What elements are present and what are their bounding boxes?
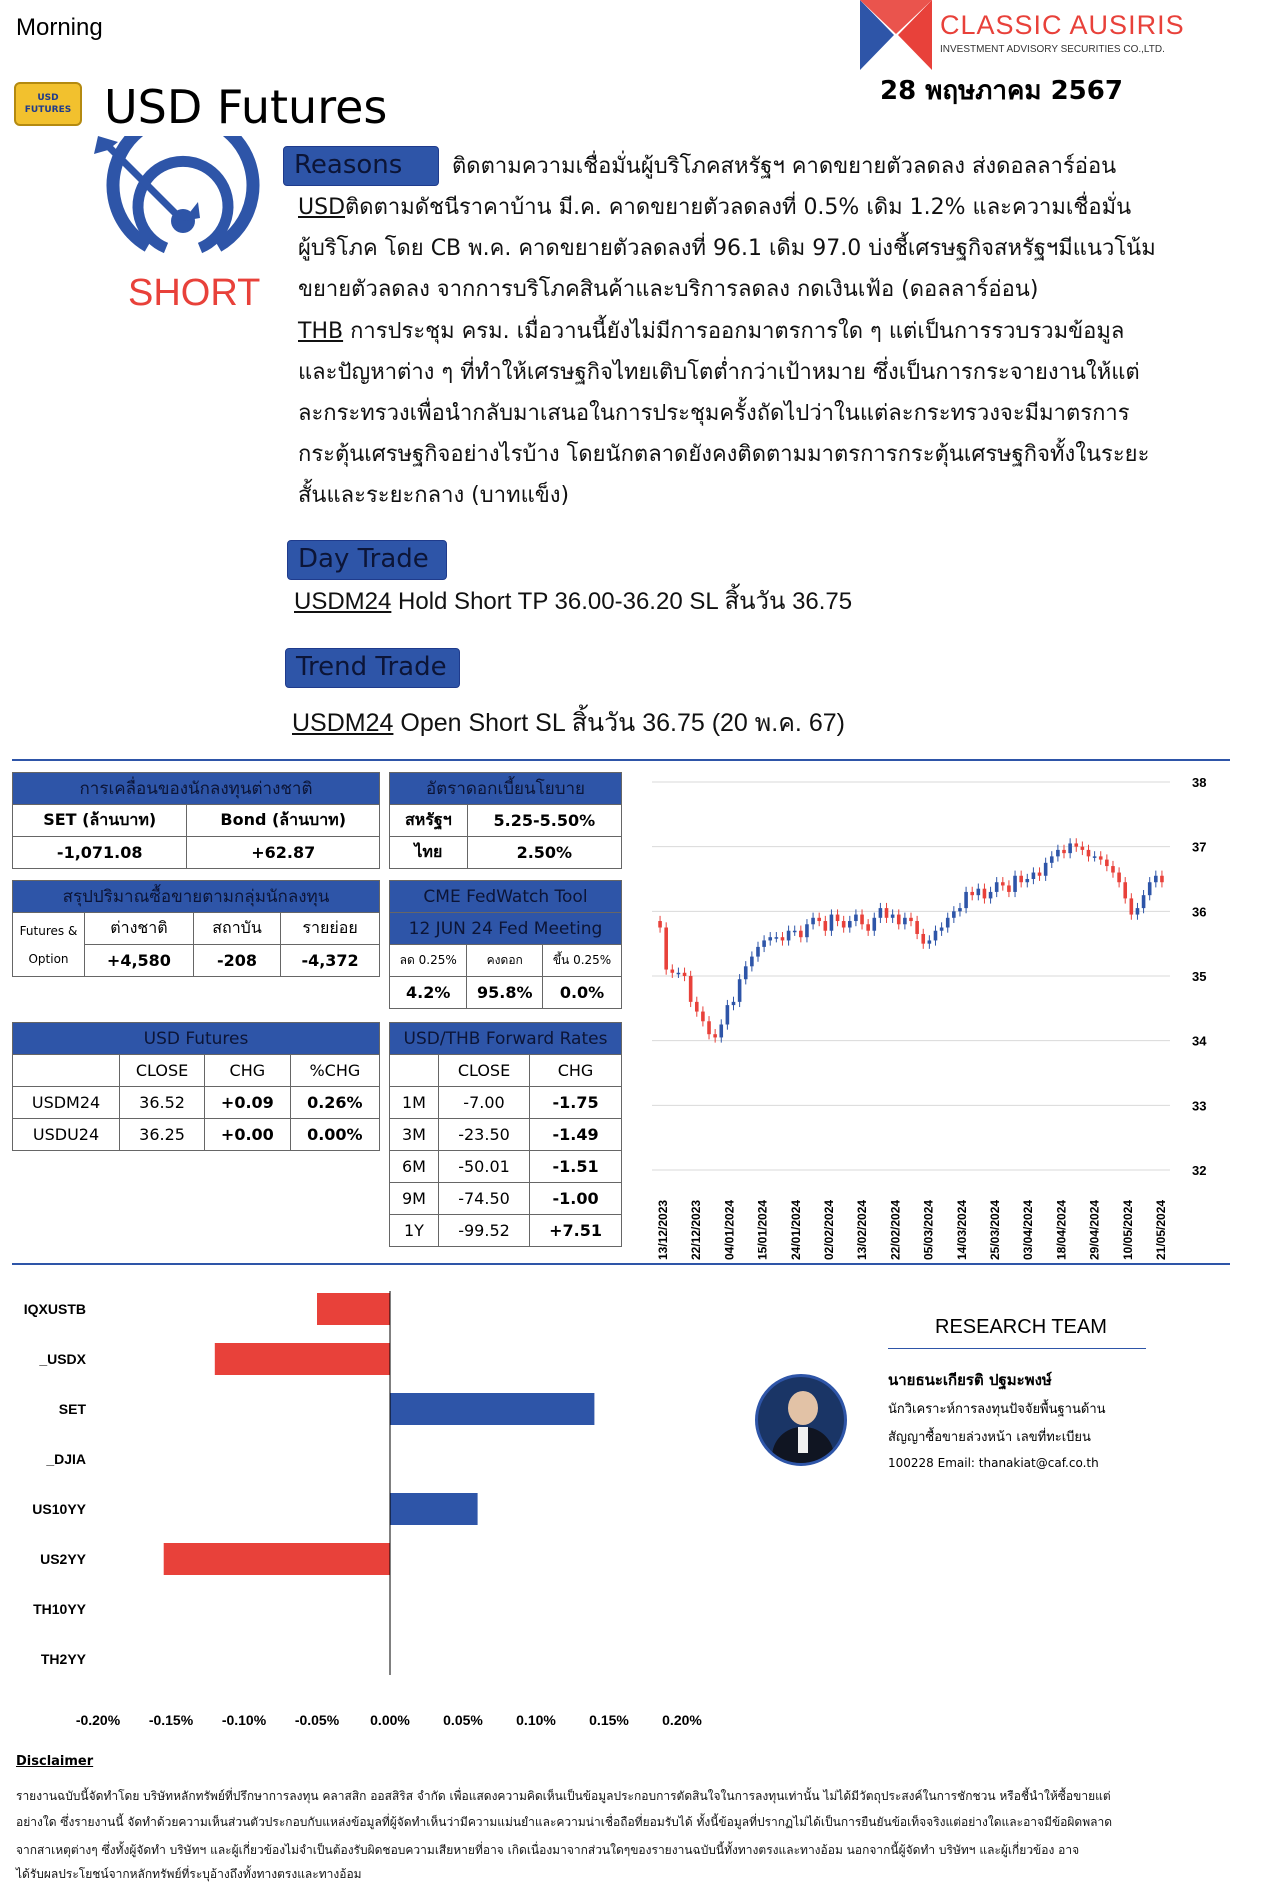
candle-body: [872, 918, 876, 931]
x-tick-label: -0.20%: [75, 1712, 121, 1728]
fr-r4-close: -99.52: [438, 1215, 529, 1247]
day-trade-tag: Day Trade: [287, 540, 447, 580]
x-tick-label: 03/04/2024: [1021, 1199, 1036, 1260]
disclaimer-line-4: ได้รับผลประโยชน์จากหลักทรัพย์ที่ระบุอ้างถึงทั้งทางตรงและทางอ้อม: [16, 1867, 362, 1881]
candle-body: [768, 937, 772, 940]
fr-r1-tenor: 3M: [390, 1119, 439, 1151]
row-label-1: Futures &: [19, 923, 78, 938]
candle-body: [658, 921, 662, 927]
x-tick-label: 29/04/2024: [1087, 1199, 1102, 1260]
y-tick-label: 34: [1192, 1033, 1207, 1049]
candle-body: [695, 1002, 699, 1012]
candle-body: [781, 937, 785, 940]
fedwatch-h2: คงดอก: [467, 945, 543, 977]
section-divider-bottom: [12, 1263, 1230, 1265]
candle-body: [940, 928, 944, 931]
foreign-flow-table: [12, 772, 380, 869]
x-tick-label: 13/02/2024: [855, 1199, 870, 1260]
candle-body: [958, 908, 962, 911]
usd-futures-candlestick-chart: [640, 770, 1230, 1260]
policy-rate-title: อัตราดอกเบี้ยนโยบาย: [390, 773, 622, 805]
uf-r1-sym: USDU24: [13, 1119, 120, 1151]
uf-h1: CLOSE: [120, 1055, 205, 1087]
candle-body: [799, 931, 803, 937]
investor-group-title: สรุปปริมาณซื้อขายตามกลุ่มนักลงทุน: [13, 881, 380, 913]
candle-body: [1013, 876, 1017, 892]
fr-r0-close: -7.00: [438, 1087, 529, 1119]
candle-body: [1148, 882, 1152, 895]
y-tick-label: 35: [1192, 969, 1207, 984]
x-tick-label: 22/12/2023: [689, 1199, 704, 1260]
candle-body: [848, 921, 852, 927]
candle-body: [756, 947, 760, 957]
fedwatch-h3: ขึ้น 0.25%: [543, 945, 622, 977]
target-icon: [88, 136, 278, 286]
y-tick-label: 38: [1192, 775, 1207, 790]
candle-body: [1050, 856, 1054, 862]
x-tick-label: 0.20%: [662, 1712, 702, 1728]
day-trade-text: Hold Short TP 36.00-36.20 SL สิ้นวัน 36.75: [391, 588, 853, 615]
candle-body: [1117, 873, 1121, 883]
trend-trade-tag: Trend Trade: [285, 648, 460, 688]
x-tick-label: -0.15%: [148, 1712, 194, 1728]
foreign-flow-title: การเคลื่อนของนักลงทุนต่างชาติ: [13, 773, 380, 805]
x-tick-label: 0.10%: [516, 1712, 556, 1728]
candle-body: [1038, 873, 1042, 876]
x-tick-label: 0.05%: [443, 1712, 483, 1728]
candle-body: [1099, 856, 1103, 859]
candle-body: [934, 931, 938, 941]
y-tick-label: 36: [1192, 904, 1207, 920]
change-bar: [390, 1493, 478, 1525]
market-change-bar-chart: [10, 1285, 730, 1745]
x-tick-label: 14/03/2024: [954, 1199, 969, 1260]
candle-body: [854, 915, 858, 921]
foreign-flow-v1: -1,071.08: [13, 837, 187, 869]
fr-h0: [390, 1055, 439, 1087]
fedwatch-meeting: 12 JUN 24 Fed Meeting: [390, 913, 622, 945]
candle-body: [915, 921, 919, 934]
x-tick-label: 15/01/2024: [755, 1199, 770, 1260]
uf-r0-sym: USDM24: [13, 1087, 120, 1119]
session-label: Morning: [16, 14, 103, 41]
y-tick-label: 37: [1192, 839, 1207, 855]
category-label: TH2YY: [40, 1651, 86, 1667]
candle-body: [689, 976, 693, 1002]
candle-body: [1001, 882, 1005, 885]
category-label: IQXUSTB: [23, 1301, 86, 1317]
fedwatch-v3: 0.0%: [543, 977, 622, 1009]
candle-body: [1111, 866, 1115, 872]
policy-rate-us-value: 5.25-5.50%: [467, 805, 621, 837]
uf-h2: CHG: [205, 1055, 291, 1087]
candle-body: [1068, 843, 1072, 853]
candle-body: [995, 882, 999, 892]
fr-r4-tenor: 1Y: [390, 1215, 439, 1247]
uf-h3: %CHG: [290, 1055, 379, 1087]
candle-body: [842, 921, 846, 927]
fr-r1-chg: -1.49: [530, 1119, 622, 1151]
candle-body: [817, 918, 821, 921]
x-tick-label: 22/02/2024: [888, 1199, 903, 1260]
usd-tag: USD: [298, 195, 346, 220]
candle-body: [713, 1034, 717, 1037]
fedwatch-v1: 4.2%: [390, 977, 467, 1009]
foreign-flow-col2: Bond (ล้านบาท): [187, 805, 380, 837]
candle-body: [707, 1021, 711, 1034]
analyst-role-1: นักวิเคราะห์การลงทุนปัจจัยพื้นฐานด้าน: [888, 1402, 1106, 1417]
reasons-usd-line-1: [298, 187, 1131, 228]
candle-body: [1093, 856, 1097, 858]
uf-r1-chg: +0.00: [205, 1119, 291, 1151]
usd-futures-badge: [14, 82, 82, 126]
signal-label: SHORT: [128, 272, 261, 314]
candle-body: [1123, 882, 1127, 898]
x-tick-label: 04/01/2024: [722, 1199, 737, 1260]
candle-body: [1044, 863, 1048, 876]
candle-body: [787, 931, 791, 941]
candle-body: [1032, 873, 1036, 879]
candle-body: [1062, 850, 1066, 853]
candle-body: [1105, 860, 1109, 866]
candle-body: [860, 915, 864, 925]
research-title: RESEARCH TEAM: [935, 1316, 1107, 1338]
y-tick-label: 33: [1192, 1098, 1207, 1114]
candle-body: [952, 911, 956, 917]
candle-body: [909, 918, 913, 921]
trend-trade-text: Open Short SL สิ้นวัน 36.75 (20 พ.ค. 67): [393, 709, 845, 737]
candle-body: [891, 915, 895, 918]
trend-trade-line: [292, 703, 845, 744]
page-title: USD Futures: [104, 80, 388, 134]
foreign-flow-v2: +62.87: [187, 837, 380, 869]
y-tick-label: 32: [1192, 1163, 1207, 1178]
candle-body: [977, 889, 981, 895]
policy-rate-us-name: สหรัฐฯ: [390, 805, 468, 837]
fr-h2: CHG: [530, 1055, 622, 1087]
fr-r2-tenor: 6M: [390, 1151, 439, 1183]
candle-body: [671, 970, 675, 973]
x-tick-label: 02/02/2024: [822, 1199, 836, 1260]
investor-h1: ต่างชาติ: [85, 913, 194, 945]
fedwatch-table: [389, 880, 622, 1009]
disclaimer-line-3: จากสาเหตุต่างๆ ซึ่งทั้งผู้จัดทำ บริษัทฯ และผู้เกี่ยวข้องไม่จำเป็นต้องรับผิดชอบความเสียหายที่อาจ เกิดเนื่องมาจากส่วนใดๆของรายงานฉบับนี้ทั้งทางตรงและทางอ้อม นอกจากนี้ผู้จัดทำ บริษัทฯ และผู้เกี่ยวข้อง อาจ: [16, 1843, 1080, 1857]
candle-body: [946, 918, 950, 928]
thb-tag: THB: [298, 319, 344, 344]
usd-futures-title: USD Futures: [13, 1023, 380, 1055]
x-tick-label: 18/04/2024: [1054, 1199, 1069, 1260]
candle-body: [866, 924, 870, 930]
candle-body: [1142, 895, 1146, 908]
fr-r4-chg: +7.51: [530, 1215, 622, 1247]
fr-r3-close: -74.50: [438, 1183, 529, 1215]
fr-h1: CLOSE: [438, 1055, 529, 1087]
candle-body: [1074, 843, 1078, 846]
reasons-usd-line-3: ขยายตัวลดลง จากการบริโภคสินค้าและบริการลดลง กดเงินเฟ้อ (ดอลลาร์อ่อน): [298, 277, 1039, 302]
disclaimer-line-2: อย่างใด ซึ่งรายงานนี้ จัดทำด้วยความเห็นส่วนตัวประกอบกับแหล่งข้อมูลที่ผู้จัดทำเห็นว่ามีความแม่นยำและความน่าเชื่อถือที่ยอมรับได้ ทั้งนี้ข้อมูลที่ปรากฏไม่ได้เป็นการยืนยันข้อเท็จจริงแต่อย่างใดและอาจมีข้อผิดพลาด: [16, 1815, 1112, 1829]
candle-body: [775, 937, 779, 939]
brand-logo-icon: [860, 0, 932, 70]
candle-body: [1130, 898, 1134, 914]
report-date: 28 พฤษภาคม 2567: [880, 76, 1123, 106]
candle-body: [677, 973, 681, 975]
candle-body: [811, 918, 815, 924]
uf-r0-pct: 0.26%: [290, 1087, 379, 1119]
usd-text: ติดตามดัชนีราคาบ้าน มี.ค. คาดขยายตัวลดลงที่ 0.5% เดิม 1.2% และความเชื่อมั่น: [345, 195, 1132, 220]
candle-body: [750, 957, 754, 967]
candle-body: [805, 924, 809, 937]
candle-body: [836, 915, 840, 921]
day-trade-symbol: USDM24: [294, 588, 392, 615]
candle-body: [719, 1025, 723, 1038]
candle-body: [983, 889, 987, 899]
investor-v3: -4,372: [281, 945, 380, 977]
policy-rate-th-value: 2.50%: [467, 837, 621, 869]
candle-body: [928, 940, 932, 943]
usd-futures-table: [12, 1022, 380, 1151]
candle-body: [1056, 850, 1060, 856]
candle-body: [664, 928, 668, 970]
analyst-contact: 100228 Email: thanakiat@caf.co.th: [888, 1456, 1099, 1470]
x-tick-label: 0.15%: [589, 1712, 629, 1728]
candle-body: [964, 892, 968, 908]
x-tick-label: 10/05/2024: [1120, 1199, 1135, 1260]
investor-v2: -208: [193, 945, 280, 977]
candle-body: [793, 931, 797, 933]
change-bar: [390, 1393, 594, 1425]
fedwatch-v2: 95.8%: [467, 977, 543, 1009]
candle-body: [732, 1002, 736, 1005]
policy-rate-table: [389, 772, 622, 869]
brand-name: CLASSIC AUSIRIS: [940, 10, 1185, 40]
change-bar: [164, 1543, 390, 1575]
change-bar: [317, 1293, 390, 1325]
x-tick-label: 24/01/2024: [788, 1199, 803, 1260]
fr-r3-chg: -1.00: [530, 1183, 622, 1215]
reasons-thb-line-2: และปัญหาต่าง ๆ ที่ทำให้เศรษฐกิจไทยเติบโตต่ำกว่าเป้าหมาย ซึ่งเป็นการกระจายงานให้แต่: [298, 360, 1140, 385]
candle-body: [970, 892, 974, 895]
x-tick-label: 13/12/2023: [656, 1199, 670, 1260]
candle-body: [1160, 876, 1164, 882]
fedwatch-h1: ลด 0.25%: [390, 945, 467, 977]
candle-body: [738, 979, 742, 1002]
candle-body: [1025, 879, 1029, 882]
fedwatch-title: CME FedWatch Tool: [390, 881, 622, 913]
candle-body: [726, 1005, 730, 1024]
candle-body: [989, 892, 993, 898]
reasons-usd-line-2: ผู้บริโภค โดย CB พ.ค. คาดขยายตัวลดลงที่ 96.1 เดิม 97.0 บ่งชี้เศรษฐกิจสหรัฐฯมีแนวโน้ม: [298, 236, 1156, 261]
fr-r2-chg: -1.51: [530, 1151, 622, 1183]
candle-body: [1019, 876, 1023, 882]
reasons-thb-line-3: ละกระทรวงเพื่อนำกลับมาเสนอในการประชุมครั้งถัดไปว่าในแต่ละกระทรวงจะมีมาตรการ: [298, 401, 1130, 426]
candle-body: [762, 940, 766, 946]
category-label: US2YY: [40, 1551, 86, 1567]
analyst-avatar: [755, 1374, 847, 1466]
candle-body: [921, 934, 925, 944]
reasons-thb-line-4: กระตุ้นเศรษฐกิจอย่างไรบ้าง โดยนักตลาดยังคงติดตามมาตรการกระตุ้นเศรษฐกิจทั้งในระยะ: [298, 442, 1150, 467]
investor-h2: สถาบัน: [193, 913, 280, 945]
uf-h0: [13, 1055, 120, 1087]
x-tick-label: 05/03/2024: [921, 1199, 936, 1260]
analyst-name: นายธนะเกียรติ ปฐมะพงษ์: [888, 1371, 1052, 1389]
analyst-role-2: สัญญาซื้อขายล่วงหน้า เลขที่ทะเบียน: [888, 1430, 1091, 1445]
foreign-flow-col1: SET (ล้านบาท): [13, 805, 187, 837]
investor-v1: +4,580: [85, 945, 194, 977]
uf-r1-pct: 0.00%: [290, 1119, 379, 1151]
category-label: US10YY: [32, 1501, 86, 1517]
brand-subtitle: INVESTMENT ADVISORY SECURITIES CO.,LTD.: [940, 44, 1165, 55]
investor-row-label: [13, 913, 85, 977]
candle-body: [1087, 850, 1091, 856]
fr-r0-tenor: 1M: [390, 1087, 439, 1119]
x-tick-label: 25/03/2024: [988, 1199, 1002, 1260]
uf-r0-close: 36.52: [120, 1087, 205, 1119]
candle-body: [885, 908, 889, 918]
section-divider-top: [12, 759, 1230, 761]
reasons-thb-line-1: [298, 311, 1124, 352]
candle-body: [903, 918, 907, 924]
trend-trade-symbol: USDM24: [292, 709, 394, 737]
candle-body: [879, 908, 883, 918]
category-label: TH10YY: [33, 1601, 86, 1617]
candle-body: [897, 915, 901, 925]
fr-r0-chg: -1.75: [530, 1087, 622, 1119]
x-tick-label: 21/05/2024: [1154, 1199, 1168, 1260]
candle-body: [824, 921, 828, 931]
uf-r1-close: 36.25: [120, 1119, 205, 1151]
candle-body: [683, 973, 687, 976]
disclaimer-line-1: รายงานฉบับนี้จัดทำโดย บริษัทหลักทรัพย์ที่ปรึกษาการลงทุน คลาสสิก ออสสิริส จำกัด เพื่อแสดงความคิดเห็นเป็นข้อมูลประกอบการตัดสินใจในการลงทุนเท่านั้น ไม่ได้มีวัตถุประสงค์ในการชักชวน หรือชี้นำให้ซื้อขายแต่: [16, 1789, 1111, 1803]
forward-rates-title: USD/THB Forward Rates: [390, 1023, 622, 1055]
candle-body: [1081, 847, 1085, 850]
x-tick-label: -0.05%: [294, 1712, 340, 1728]
fr-r2-close: -50.01: [438, 1151, 529, 1183]
badge-text: USD FUTURES: [24, 93, 72, 115]
category-label: SET: [58, 1401, 86, 1417]
thb-text: การประชุม ครม. เมื่อวานนี้ยังไม่มีการออกมาตรการใด ๆ แต่เป็นการรวบรวมข้อมูล: [343, 319, 1125, 344]
candle-body: [830, 915, 834, 931]
reasons-thb-line-5: สั้นและระยะกลาง (บาทแข็ง): [298, 483, 570, 508]
row-label-2: Option: [28, 951, 69, 966]
investor-group-table: [12, 880, 380, 977]
x-tick-label: -0.10%: [221, 1712, 267, 1728]
category-label: _USDX: [39, 1351, 86, 1367]
uf-r0-chg: +0.09: [205, 1087, 291, 1119]
category-label: _DJIA: [46, 1451, 86, 1467]
reasons-lead: ติดตามความเชื่อมั่นผู้บริโภคสหรัฐฯ คาดขยายตัวลดลง ส่งดอลลาร์อ่อน: [452, 154, 1117, 179]
candle-body: [1007, 885, 1011, 891]
fr-r1-close: -23.50: [438, 1119, 529, 1151]
candle-body: [1136, 908, 1140, 914]
candle-body: [701, 1012, 705, 1022]
candle-body: [1154, 876, 1158, 882]
day-trade-line: [294, 581, 852, 622]
research-title-underline: [888, 1348, 1146, 1349]
disclaimer-title: Disclaimer: [16, 1754, 94, 1769]
change-bar: [215, 1343, 390, 1375]
fr-r3-tenor: 9M: [390, 1183, 439, 1215]
policy-rate-th-name: ไทย: [390, 837, 468, 869]
investor-h3: รายย่อย: [281, 913, 380, 945]
reasons-tag: Reasons: [283, 146, 439, 186]
forward-rates-table: [389, 1022, 622, 1247]
x-tick-label: 0.00%: [370, 1712, 410, 1728]
candle-body: [744, 966, 748, 979]
